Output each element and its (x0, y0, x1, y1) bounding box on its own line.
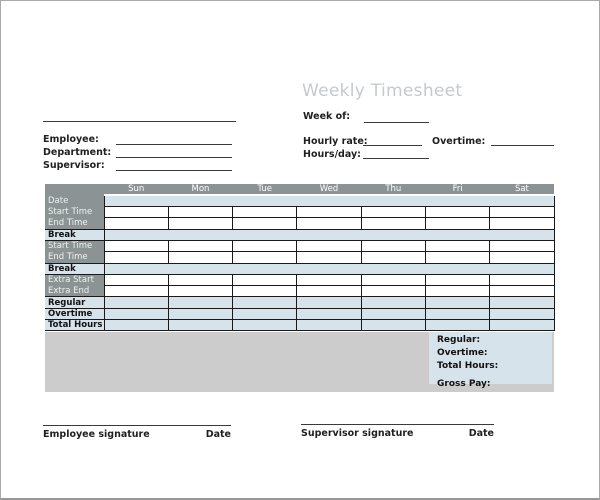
cell-regular-tue[interactable] (233, 297, 297, 308)
cell-regular-fri[interactable] (425, 297, 489, 308)
cell-extra-start-mon[interactable] (168, 274, 232, 285)
day-header-wed: Wed (297, 184, 361, 195)
cell-end-time-mon[interactable] (168, 218, 232, 229)
cell-end-time-tue[interactable] (233, 218, 297, 229)
page-title: Weekly Timesheet (302, 81, 463, 101)
row-label-total-hours: Total Hours (45, 320, 104, 331)
cell-extra-end-fri[interactable] (425, 286, 489, 297)
table-row-end-time (45, 252, 554, 263)
row-label-end-time: End Time (45, 252, 104, 263)
supervisor-date-label: Date (468, 428, 494, 439)
summary-band (45, 332, 554, 392)
cell-total-hours-tue[interactable] (233, 320, 297, 331)
cell-overtime-thu[interactable] (361, 308, 425, 319)
cell-total-hours-sun[interactable] (104, 320, 168, 331)
cell-regular-sun[interactable] (104, 297, 168, 308)
table-row-extra-start (45, 274, 554, 285)
row-label-extra-end: Extra End (45, 286, 104, 297)
cell-extra-end-thu[interactable] (361, 286, 425, 297)
cell-extra-start-sat[interactable] (490, 274, 554, 285)
summary-gross-pay-label: Gross Pay: (437, 379, 491, 390)
department-label: Department: (43, 147, 112, 158)
cell-regular-sat[interactable] (490, 297, 554, 308)
supervisor-input-line[interactable] (116, 170, 232, 171)
cell-total-hours-wed[interactable] (297, 320, 361, 331)
cell-start-time-mon[interactable] (168, 207, 232, 218)
cell-start-time-sun[interactable] (104, 240, 168, 251)
cell-end-time-fri[interactable] (425, 218, 489, 229)
cell-end-time-fri[interactable] (425, 252, 489, 263)
table-row-date (45, 195, 554, 206)
day-header-mon: Mon (168, 184, 232, 195)
table-row-start-time (45, 207, 554, 218)
cell-end-time-wed[interactable] (297, 218, 361, 229)
supervisor-label: Supervisor: (43, 160, 105, 171)
employee-signature-line[interactable] (43, 425, 231, 426)
cell-extra-start-fri[interactable] (425, 274, 489, 285)
day-header-sun: Sun (104, 184, 168, 195)
cell-total-hours-fri[interactable] (425, 320, 489, 331)
break-band[interactable] (104, 229, 554, 240)
table-row-break (45, 229, 554, 240)
row-label-start-time: Start Time (45, 207, 104, 218)
cell-start-time-fri[interactable] (425, 207, 489, 218)
cell-regular-mon[interactable] (168, 297, 232, 308)
cell-extra-start-tue[interactable] (233, 274, 297, 285)
cell-end-time-sun[interactable] (104, 252, 168, 263)
summary-total-hours-label: Total Hours: (437, 360, 499, 371)
department-input-line[interactable] (116, 157, 232, 158)
cell-end-time-sun[interactable] (104, 218, 168, 229)
employee-signature-label: Employee signature (43, 429, 150, 440)
cell-extra-start-sun[interactable] (104, 274, 168, 285)
table-row-total-hours (45, 320, 554, 331)
cell-extra-start-wed[interactable] (297, 274, 361, 285)
cell-start-time-sat[interactable] (490, 240, 554, 251)
employee-label: Employee: (43, 134, 99, 145)
row-label-extra-start: Extra Start (45, 274, 104, 285)
break-band[interactable] (104, 263, 554, 274)
hourly-rate-input-line[interactable] (363, 145, 422, 146)
cell-overtime-sun[interactable] (104, 308, 168, 319)
cell-start-time-wed[interactable] (297, 207, 361, 218)
row-label-end-time: End Time (45, 218, 104, 229)
week-of-input-line[interactable] (364, 122, 429, 123)
cell-extra-end-sat[interactable] (490, 286, 554, 297)
employee-input-line[interactable] (116, 144, 232, 145)
day-header-row (45, 184, 554, 195)
day-header-tue: Tue (233, 184, 297, 195)
row-label-break: Break (45, 263, 104, 274)
cell-end-time-sat[interactable] (490, 252, 554, 263)
cell-start-time-mon[interactable] (168, 240, 232, 251)
cell-end-time-thu[interactable] (361, 218, 425, 229)
cell-end-time-sat[interactable] (490, 218, 554, 229)
table-row-regular (45, 297, 554, 308)
overtime-label: Overtime: (432, 136, 486, 147)
cell-start-time-fri[interactable] (425, 240, 489, 251)
table-row-extra-end (45, 286, 554, 297)
name-line[interactable] (43, 121, 236, 122)
table-corner-cell (45, 184, 104, 195)
cell-start-time-wed[interactable] (297, 240, 361, 251)
cell-total-hours-sat[interactable] (490, 320, 554, 331)
cell-start-time-tue[interactable] (233, 207, 297, 218)
cell-start-time-thu[interactable] (361, 240, 425, 251)
cell-end-time-tue[interactable] (233, 252, 297, 263)
cell-overtime-fri[interactable] (425, 308, 489, 319)
cell-overtime-sat[interactable] (490, 308, 554, 319)
table-row-end-time (45, 218, 554, 229)
cell-start-time-sun[interactable] (104, 207, 168, 218)
cell-start-time-tue[interactable] (233, 240, 297, 251)
cell-extra-start-thu[interactable] (361, 274, 425, 285)
row-label-break: Break (45, 229, 104, 240)
supervisor-signature-block (301, 424, 494, 439)
cell-extra-end-tue[interactable] (233, 286, 297, 297)
table-row-break (45, 263, 554, 274)
cell-end-time-thu[interactable] (361, 252, 425, 263)
cell-extra-end-mon[interactable] (168, 286, 232, 297)
day-header-sat: Sat (490, 184, 554, 195)
summary-box (429, 332, 552, 390)
cell-extra-end-sun[interactable] (104, 286, 168, 297)
overtime-input-line[interactable] (491, 145, 554, 146)
cell-total-hours-thu[interactable] (361, 320, 425, 331)
summary-overtime-label: Overtime: (437, 347, 488, 358)
hourly-rate-label: Hourly rate: (303, 136, 368, 147)
timesheet-table (45, 184, 555, 331)
cell-end-time-mon[interactable] (168, 252, 232, 263)
table-row-overtime (45, 308, 554, 319)
cell-start-time-thu[interactable] (361, 207, 425, 218)
hours-per-day-label: Hours/day: (303, 149, 361, 160)
cell-overtime-tue[interactable] (233, 308, 297, 319)
cell-end-time-wed[interactable] (297, 252, 361, 263)
cell-extra-end-wed[interactable] (297, 286, 361, 297)
supervisor-signature-line[interactable] (301, 424, 494, 425)
cell-regular-wed[interactable] (297, 297, 361, 308)
day-header-thu: Thu (361, 184, 425, 195)
summary-regular-label: Regular: (437, 335, 481, 345)
cell-overtime-wed[interactable] (297, 308, 361, 319)
row-label-start-time: Start Time (45, 240, 104, 251)
row-label-regular: Regular (45, 297, 104, 308)
cell-start-time-sat[interactable] (490, 207, 554, 218)
employee-signature-block (43, 425, 231, 440)
row-label-date: Date (45, 195, 104, 206)
week-of-label: Week of: (303, 111, 351, 122)
employee-date-label: Date (205, 429, 231, 440)
table-row-start-time (45, 240, 554, 251)
cell-total-hours-mon[interactable] (168, 320, 232, 331)
row-label-overtime: Overtime (45, 308, 104, 319)
date-band[interactable] (104, 195, 554, 206)
cell-regular-thu[interactable] (361, 297, 425, 308)
hours-per-day-input-line[interactable] (363, 158, 429, 159)
day-header-fri: Fri (425, 184, 489, 195)
supervisor-signature-label: Supervisor signature (301, 428, 414, 439)
cell-overtime-mon[interactable] (168, 308, 232, 319)
